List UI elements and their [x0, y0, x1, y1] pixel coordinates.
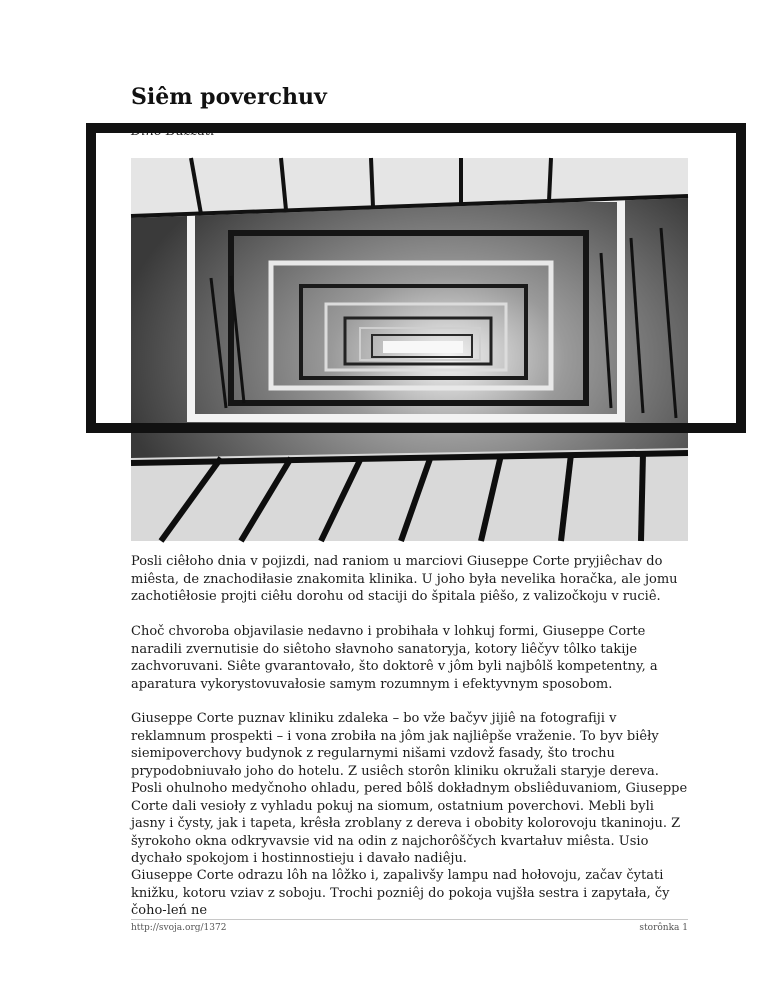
footer-divider	[131, 919, 688, 920]
author-line: Dino Buzzati —	[131, 124, 232, 139]
paragraph-1: Posli ciêłoho dnia v pojizdi, nad raniom u marciovi Giuseppe Corte pryjiêchav do miêsta, de znachodiłasie znakomita klinika. U joho była nevelika horačka, ale jomu zachotiêłosie projti ciêłu dorohu od staciji do špitala piêšo, z valizočkoju v ruciê.	[131, 554, 678, 604]
footer-url[interactable]: http://svoja.org/1372	[131, 923, 227, 933]
paragraph-4: Posli ohulnoho medyčnoho ohladu, pered bôlš dokładnym obsliêduvaniom, Giuseppe Corte dali vesioły z vyhladu pokuj na siomum, ostatnium poverchovi. Mebli byli jasny i čysty, jak i tapeta, krêsła zroblany z dereva i obobity kolorovoju tkaninoju. Z šyrokoho okna odkryvavsie vid na odin z najchorôščych kvartałuv miêsta. Usio dychało spokojom i hostinnostieju i davało nadiêju.	[131, 781, 688, 866]
paragraph-2: Choč chvoroba objavilasie nedavno i probihała v lohkuj formi, Giuseppe Corte naradili zvernutisie do siêtoho słavnoho sanatoryja, kotory liêčyv tôlko takije zachvoruvani. Siête gvarantovało, što doktorê v jôm byli najbôlš kompetentny, a aparatura vykorystovuvałosie samym rozumnym i efektyvnym sposobom.	[131, 624, 658, 692]
paragraph-3: Giuseppe Corte puznav kliniku zdaleka – bo vže bačyv jijiê na fotografiji v reklamnum prospekti – i vona zrobiła na jôm jak najliêpše vraženie. To byv biêły siemipoverchovy budynok z regularnymi nišami vzdovž fasady, što trochu prypodobniuvało joho do hotelu. Z usiêch storôn kliniku okružali staryje dereva.	[131, 711, 659, 779]
document-title: Siêm poverchuv	[131, 84, 327, 110]
paragraph-5: Giuseppe Corte odrazu lôh na lôžko i, zapalivšy lampu nad hołovoju, začav čytati knižku, kotoru vziav z soboju. Trochi pozniêj do pokoja vujšła sestra i zapytała, čy čoho-leń ne	[131, 868, 670, 918]
stairwell-photo-graphic	[131, 158, 688, 541]
footer-page-number: storônka 1	[639, 923, 688, 933]
stairwell-photo	[131, 158, 688, 541]
